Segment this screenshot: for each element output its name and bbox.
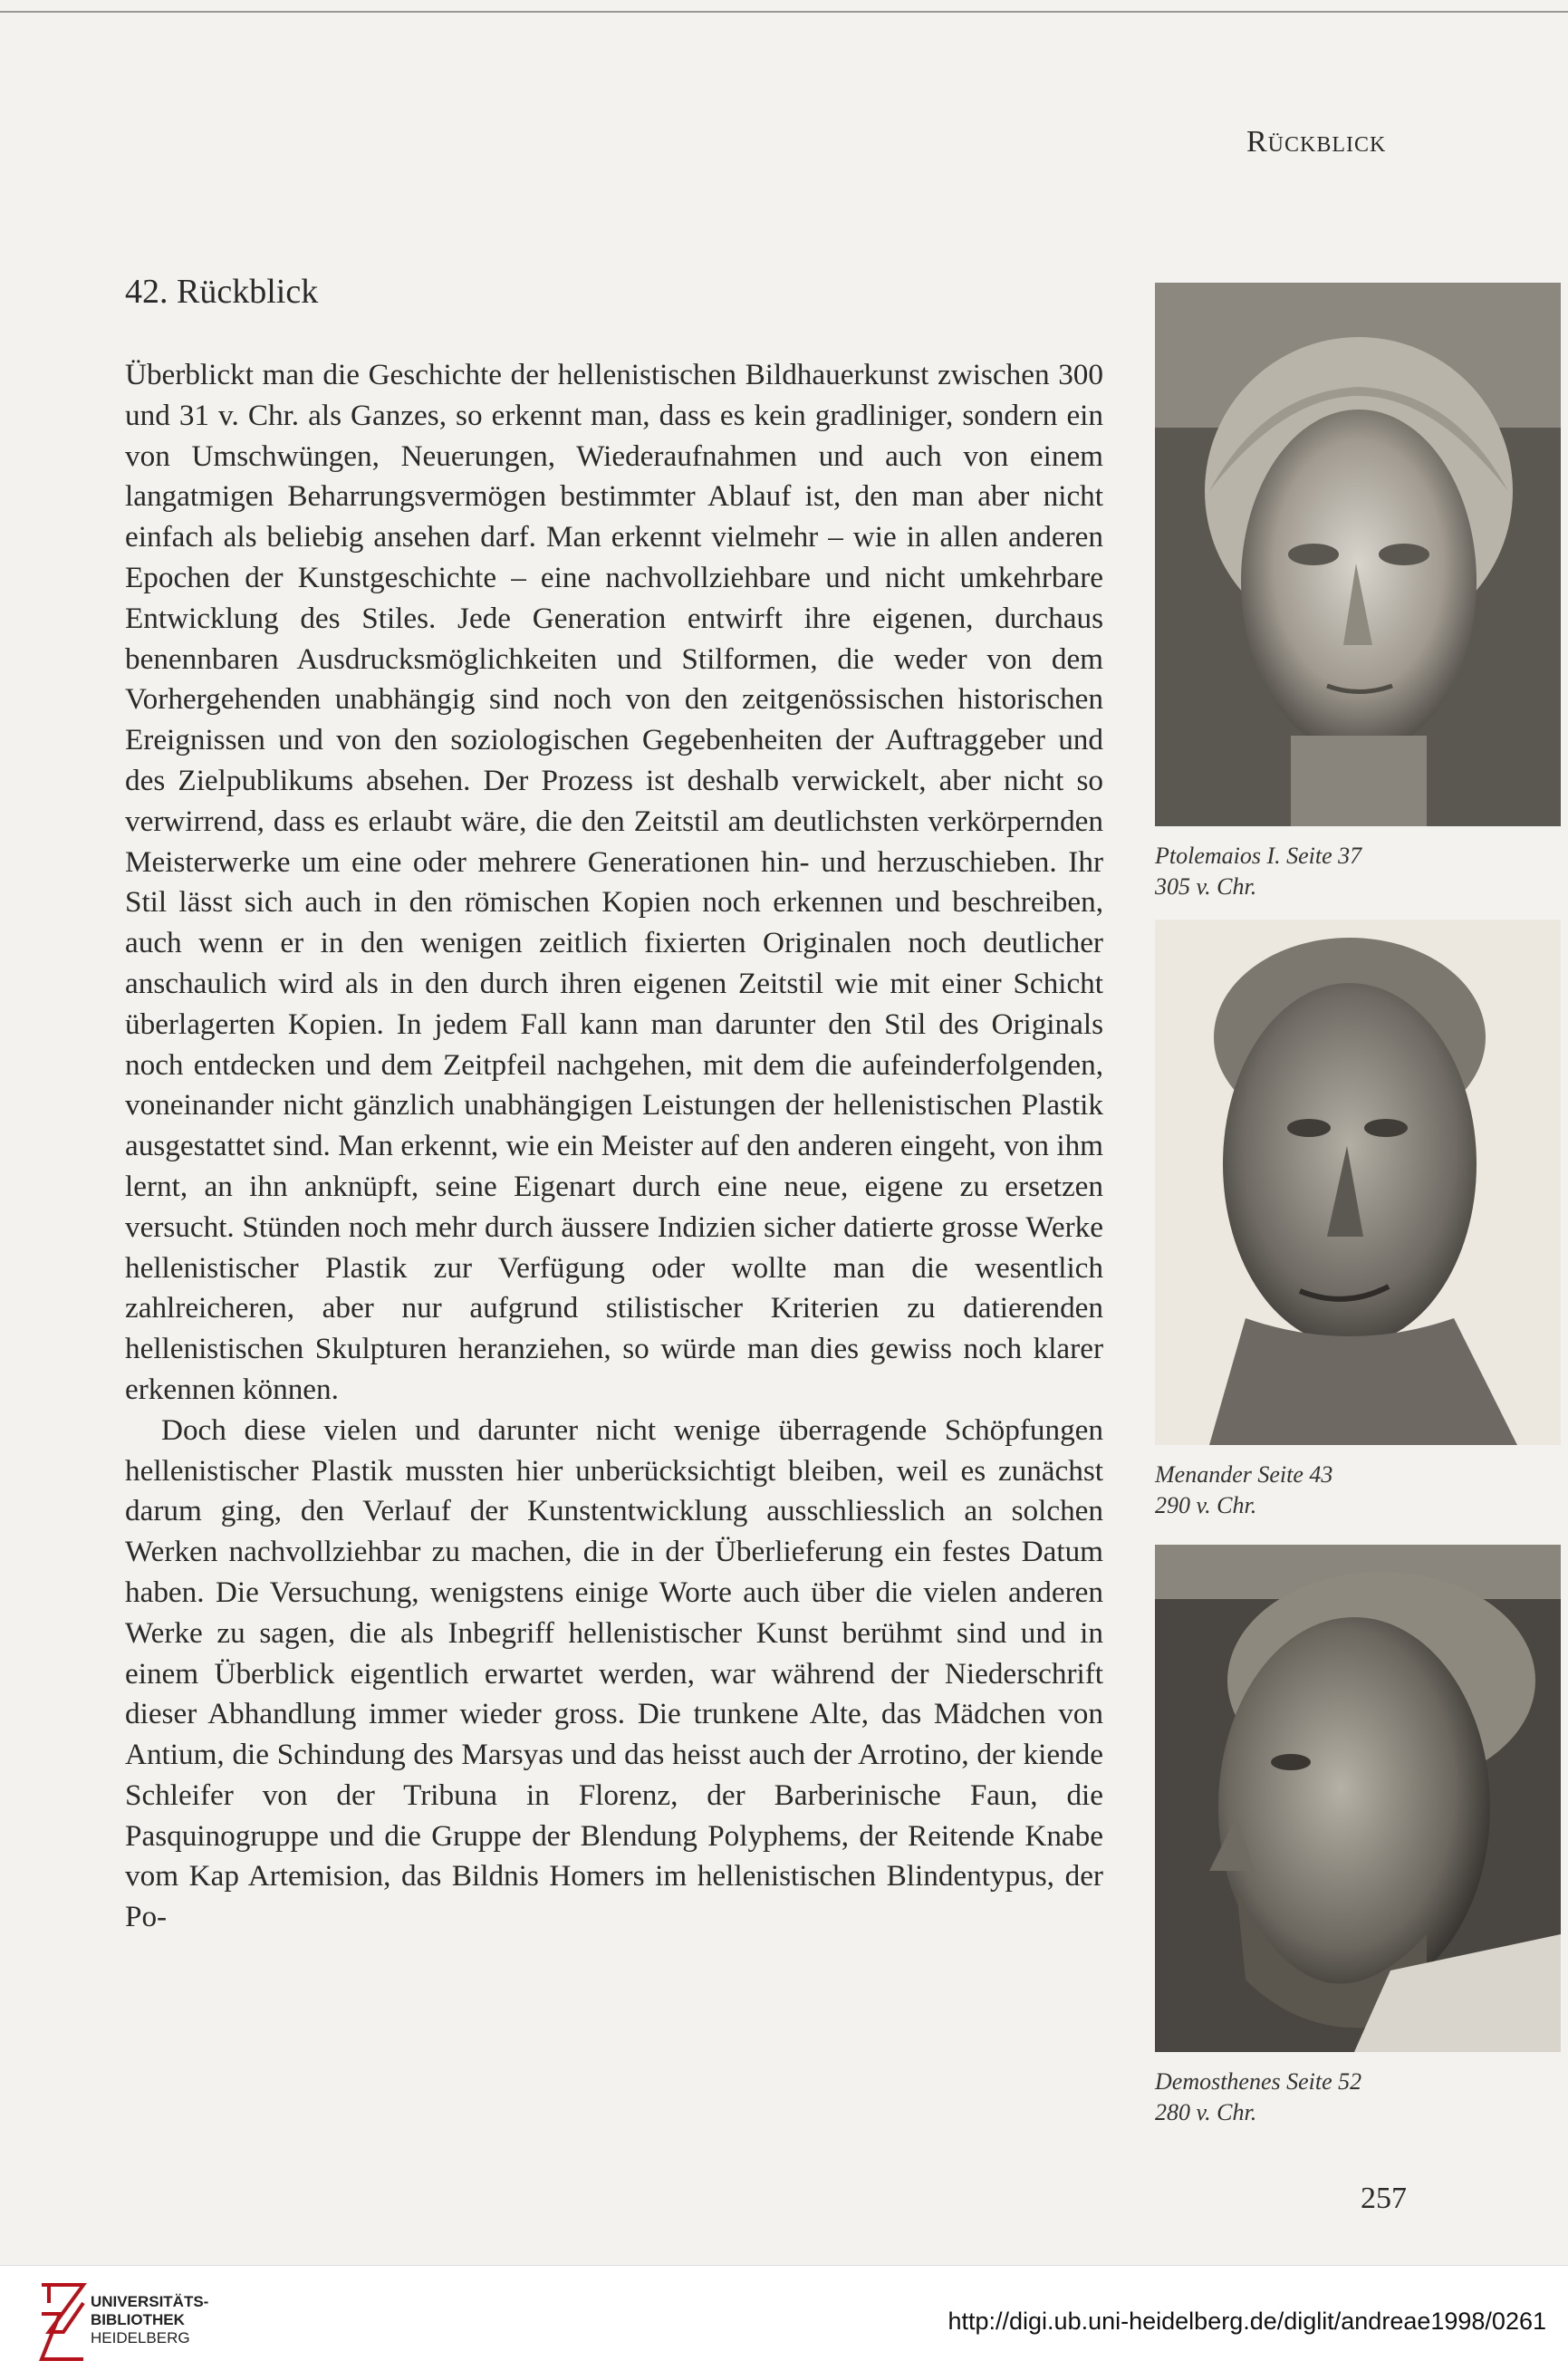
- library-logo-icon: [36, 2278, 89, 2366]
- demosthenes-portrait-image: [1155, 1545, 1561, 2052]
- menander-portrait-image: [1155, 920, 1561, 1445]
- figure-demosthenes: [1155, 1545, 1561, 2128]
- page-number: 257: [1361, 2182, 1407, 2215]
- menander-caption: Menander Seite 43 290 v. Chr.: [1155, 1461, 1333, 1518]
- paragraph-1: Überblickt man die Geschichte der hellenistischen Bildhauerkunst zwischen 300 und 31 v. Chr. als Ganzes, so erkennt man, dass es kein gradliniger, sondern ein von Umschwüngen, Neuerungen, Wiederaufnahmen und auch von einem langatmigen Beharrungsvermögen bestimmter Ablauf ist, den man aber nicht einfach als beliebig ansehen darf. Man erkennt vielmehr – wie in allen anderen Epochen der Kunstgeschichte – eine nachvollziehbare und nicht umkehrbare Entwicklung des Stiles. Jede Generation entwirft ihre eigenen, durchaus benennbaren Ausdrucksmöglichkeiten und Stilformen, die weder von dem Vorhergehenden unabhängig sind noch von den zeitgenössischen historischen Ereignissen und von den soziologischen Gegebenheiten der Auftraggeber und des Zielpublikums absehen. Der Prozess ist deshalb verwickelt, aber nicht so verwirrend, dass es erlaubt wäre, die den Zeitstil am deutlichsten verkörpernden Meisterwerke um eine oder mehrere Generationen hin- und herzuschieben. Ihr Stil lässt sich auch in den römischen Kopien noch erkennen und beschreiben, auch wenn er in den wenigen zeitlich fixierten Originalen noch deutlicher anschaulich wird als in den durch ihren eigenen Zeitstil wie mit einer Schicht überlagerten Kopien. In jedem Fall kann man darunter den Stil des Originals noch entdecken und dem Zeitpfeil nachgehen, mit dem die aufeinderfolgenden, voneinander nicht gänzlich unabhängigen Leistungen der hellenistischen Plastik ausgestattet sind. Man erkennt, wie ein Meister auf den anderen eingeht, von ihm lernt, an ihn anknüpft, seine Eigenart durch eine neue, eigene zu ersetzen versucht. Stünden noch mehr durch äussere Indizien sicher datierte grosse Werke hellenistischer Plastik zur Verfügung oder wollte man die wesentlich zahlreicheren, aber nur aufgrund stilistischer Kriterien zu datierenden hellenistischen Skulpturen heranziehen, so würde man dies gewiss noch klarer erkennen können.: [125, 358, 1103, 1406]
- figure-ptolemaios: [1155, 283, 1561, 902]
- top-rule: [0, 11, 1568, 13]
- running-head: Rückblick: [1246, 125, 1387, 159]
- library-name: UNIVERSITÄTS- BIBLIOTHEK HEIDELBERG: [91, 2293, 209, 2346]
- demosthenes-caption: Demosthenes Seite 52 280 v. Chr.: [1155, 2068, 1362, 2125]
- section-heading: 42. Rückblick: [125, 273, 319, 311]
- figure-menander: [1155, 920, 1561, 1521]
- paragraph-2: Doch diese vielen und darunter nicht wenige überragende Schöpfungen hellenistischer Plastik mussten hier unberücksichtigt bleiben, weil es zunächst darum ging, den Verlauf der Kunstentwicklung ausschliesslich an solchen Werken nachvollziehbar zu machen, die in der Überlieferung ein festes Datum haben. Die Versuchung, wenigstens einige Worte auch über die vielen anderen Werke zu sagen, die als Inbegriff hellenistischer Kunst berühmt sind und in einem Überblick eigentlich erwartet werden, war während der Niederschrift dieser Abhandlung immer wieder gross. Die trunkene Alte, das Mädchen von Antium, die Schindung des Marsyas und das heisst auch der Arrotino, der kiende Schleifer von der Tribuna in Florenz, der Barberinische Faun, die Pasquinogruppe und die Gruppe der Blendung Polyphems, der Reitende Knabe vom Kap Artemision, das Bildnis Homers im hellenistischen Blindentypus, der Po-: [125, 1412, 1103, 1934]
- body-text: [125, 355, 1103, 1938]
- ptolemaios-caption: Ptolemaios I. Seite 37 305 v. Chr.: [1155, 843, 1362, 900]
- ptolemaios-portrait-image: [1155, 283, 1561, 826]
- source-url-link[interactable]: http://digi.ub.uni-heidelberg.de/diglit/andreae1998/0261: [948, 2308, 1546, 2335]
